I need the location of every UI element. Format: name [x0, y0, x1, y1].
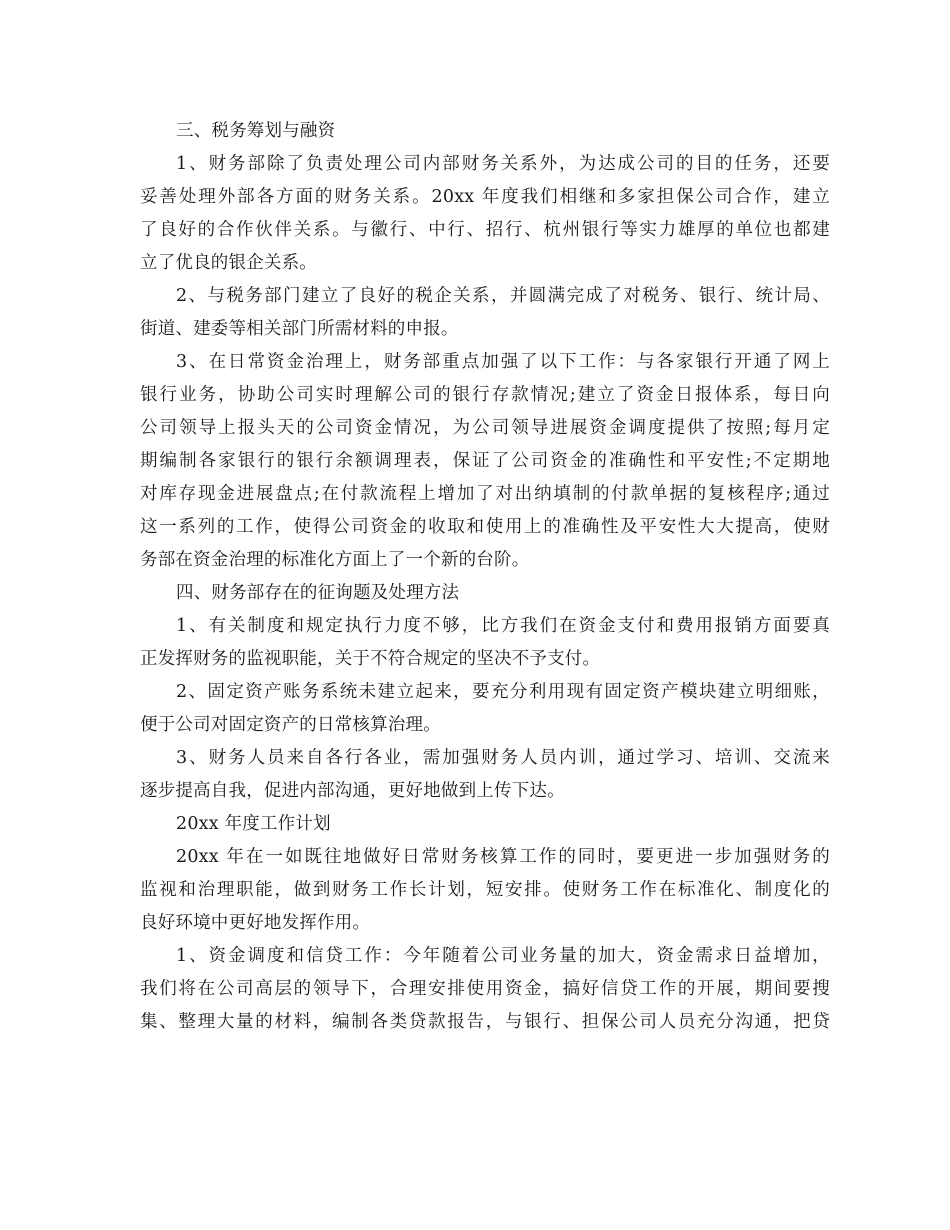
- text-line: 务部在资金治理的标准化方面上了一个新的台阶。: [140, 550, 530, 570]
- text-line: 1、有关制度和规定执行力度不够，比方我们在资金支付和费用报销方面要真: [176, 616, 830, 636]
- text-line: 期编制各家银行的银行余额调理表，保证了公司资金的准确性和平安性;不定期地: [140, 451, 830, 471]
- text-line: 便于公司对固定资产的日常核算治理。: [140, 715, 441, 735]
- text-line: 监视和治理职能，做到财务工作长计划，短安排。使财务工作在标准化、制度化的: [140, 880, 830, 900]
- text-line: 良好环境中更好地发挥作用。: [140, 913, 371, 933]
- text-line: 对库存现金进展盘点;在付款流程上增加了对出纳填制的付款单据的复核程序;通过: [140, 484, 830, 504]
- text-line: 1、资金调度和信贷工作：今年随着公司业务量的加大，资金需求日益增加，: [176, 946, 830, 966]
- text-line: 逐步提高自我，促进内部沟通，更好地做到上传下达。: [140, 781, 565, 801]
- text-line: 3、财务人员来自各行各业，需加强财务人员内训，通过学习、培训、交流来: [176, 748, 830, 768]
- text-line: 1、财务部除了负责处理公司内部财务关系外，为达成公司的目的任务，还要: [176, 154, 830, 174]
- text-line: 这一系列的工作，使得公司资金的收取和使用上的准确性及平安性大大提高，使财: [140, 517, 830, 537]
- text-line: 20xx 年度工作计划: [176, 814, 331, 834]
- text-line: 银行业务，协助公司实时理解公司的银行存款情况;建立了资金日报体系，每日向: [140, 385, 830, 405]
- text-line: 四、财务部存在的征询题及处理方法: [176, 583, 460, 603]
- text-line: 我们将在公司高层的领导下，合理安排使用资金，搞好信贷工作的开展，期间要搜: [140, 979, 830, 999]
- text-line: 妥善处理外部各方面的财务关系。20xx 年度我们相继和多家担保公司合作，建立: [140, 187, 830, 207]
- text-line: 正发挥财务的监视职能，关于不符合规定的坚决不予支付。: [140, 649, 601, 669]
- text-line: 集、整理大量的材料，编制各类贷款报告，与银行、担保公司人员充分沟通，把贷: [140, 1012, 830, 1032]
- text-line: 了良好的合作伙伴关系。与徽行、中行、招行、杭州银行等实力雄厚的单位也都建: [140, 220, 830, 240]
- text-line: 立了优良的银企关系。: [140, 253, 317, 273]
- text-line: 3、在日常资金治理上，财务部重点加强了以下工作：与各家银行开通了网上: [176, 352, 830, 372]
- text-line: 街道、建委等相关部门所需材料的申报。: [140, 319, 459, 339]
- text-line: 20xx 年在一如既往地做好日常财务核算工作的同时，要更进一步加强财务的: [176, 847, 830, 867]
- text-line: 公司领导上报头天的公司资金情况，为公司领导进展资金调度提供了按照;每月定: [140, 418, 830, 438]
- document-body: [140, 115, 830, 1039]
- text-line: 2、固定资产账务系统未建立起来，要充分利用现有固定资产模块建立明细账，: [176, 682, 830, 702]
- text-line: 三、税务筹划与融资: [176, 121, 336, 141]
- text-line: 2、与税务部门建立了良好的税企关系，并圆满完成了对税务、银行、统计局、: [176, 286, 830, 306]
